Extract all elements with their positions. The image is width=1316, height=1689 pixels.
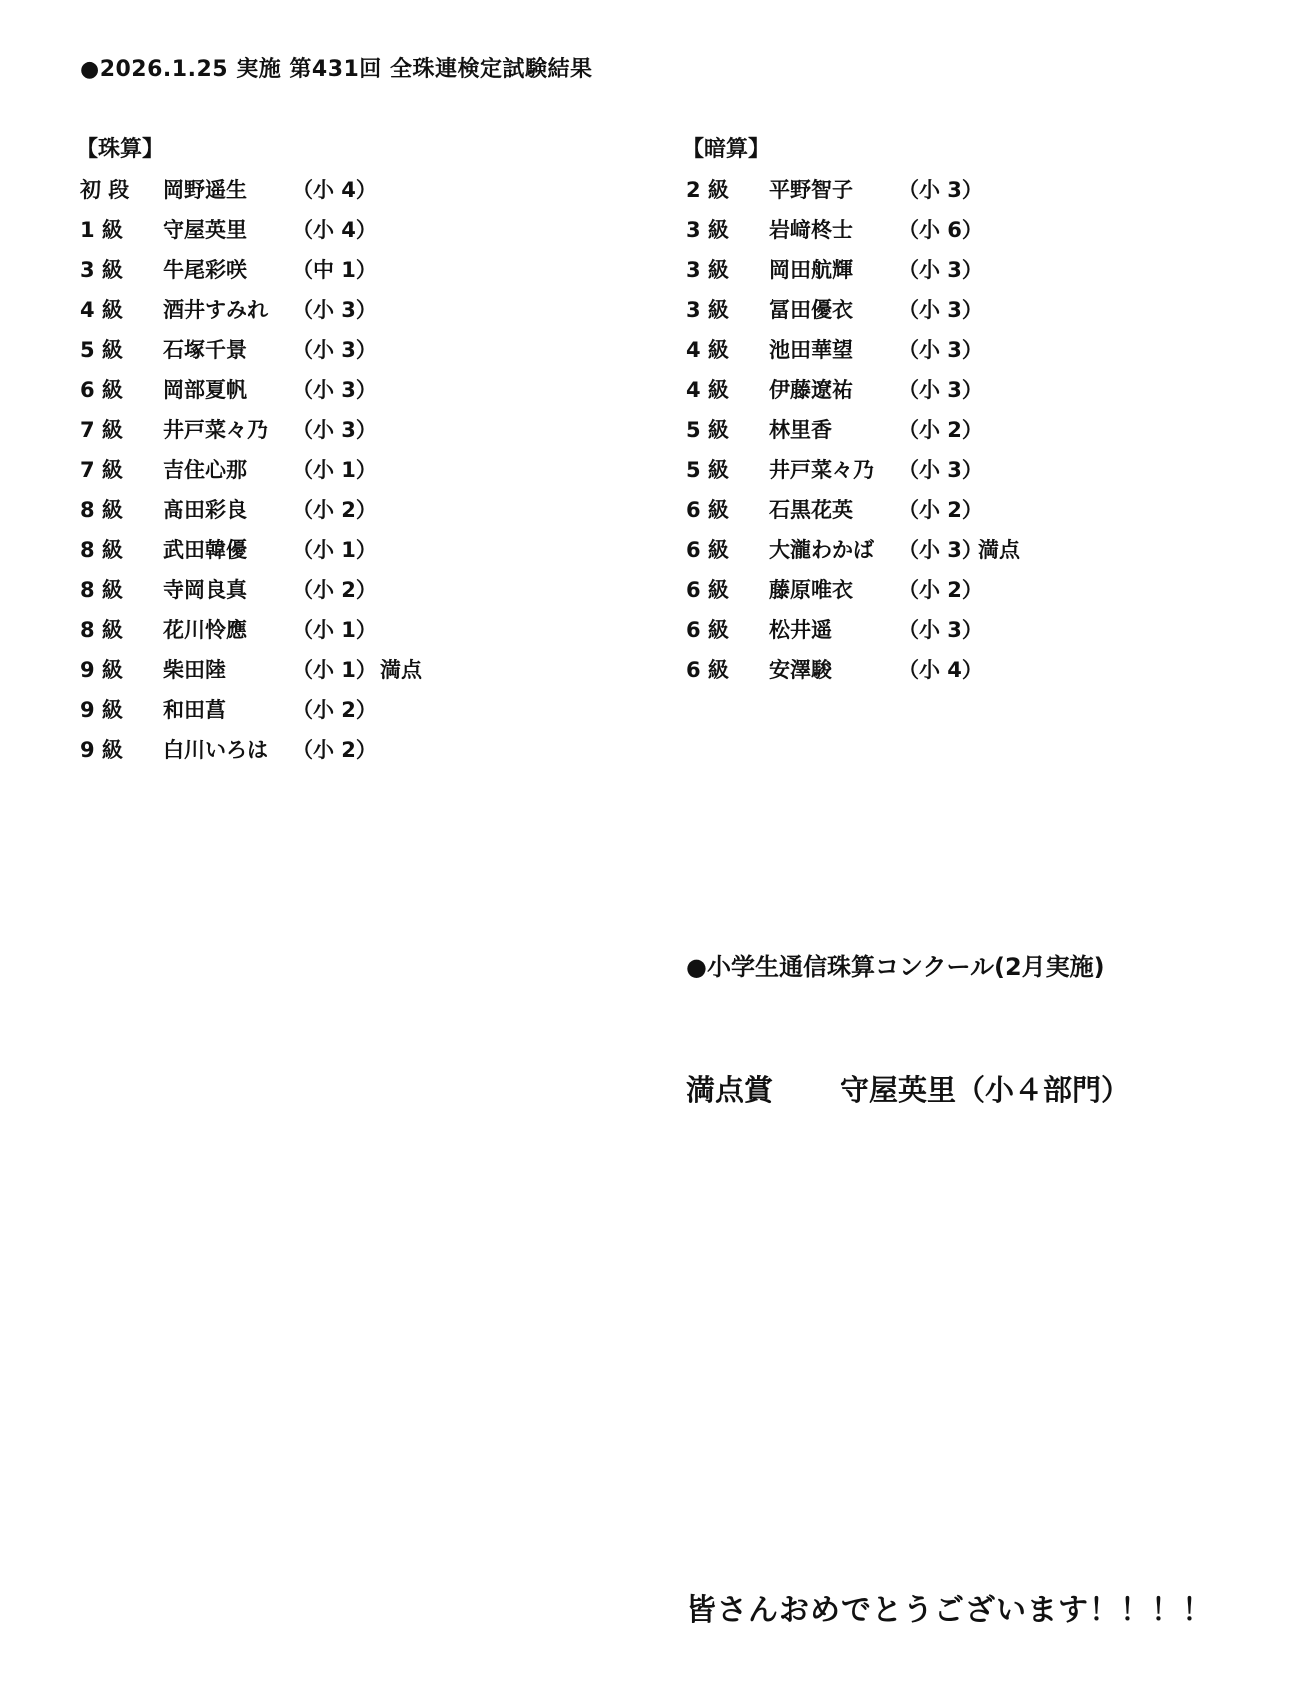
- result-row: [686, 170, 983, 210]
- result-school: （小 6）: [898, 218, 983, 242]
- result-grade: 6 級: [686, 538, 729, 562]
- result-grade: 7 級: [80, 458, 123, 482]
- result-row: [686, 530, 1020, 570]
- soroban-heading: 【珠算】: [76, 137, 165, 162]
- result-grade: 4 級: [686, 338, 729, 362]
- result-row: [80, 370, 377, 410]
- result-grade: 4 級: [686, 378, 729, 402]
- result-row: [80, 690, 377, 730]
- result-grade: 6 級: [686, 498, 729, 522]
- result-name: 井戸菜々乃: [163, 418, 268, 442]
- result-row: [80, 490, 377, 530]
- result-school: （小 4）: [292, 218, 377, 242]
- result-grade: 3 級: [686, 218, 729, 242]
- result-row: [686, 490, 983, 530]
- result-school: （小 3）: [292, 378, 377, 402]
- result-grade: 5 級: [80, 338, 123, 362]
- result-school: （小 3）: [898, 178, 983, 202]
- result-name: 岡部夏帆: [163, 378, 247, 402]
- soroban-section: [76, 130, 422, 770]
- result-grade: 初 段: [80, 178, 130, 202]
- result-grade: 2 級: [686, 178, 729, 202]
- result-row: [80, 570, 377, 610]
- result-row: [686, 370, 983, 410]
- result-row: [686, 210, 983, 250]
- result-row: [686, 250, 983, 290]
- award-label: 満点賞: [686, 1073, 774, 1107]
- result-school: （小 1）: [292, 458, 377, 482]
- result-name: 寺岡良真: [163, 578, 247, 602]
- result-note: 満点: [380, 658, 422, 682]
- result-row: [80, 330, 377, 370]
- result-name: 武田韓優: [163, 538, 247, 562]
- result-school: （小 2）: [898, 418, 983, 442]
- result-school: （小 1）: [292, 618, 377, 642]
- result-row: [686, 290, 983, 330]
- result-grade: 9 級: [80, 698, 123, 722]
- result-row: [686, 650, 983, 690]
- result-grade: 6 級: [686, 618, 729, 642]
- result-grade: 1 級: [80, 218, 123, 242]
- result-school: （小 2）: [898, 498, 983, 522]
- result-school: （小 3）: [898, 458, 983, 482]
- result-grade: 4 級: [80, 298, 123, 322]
- result-school: （小 1）: [292, 538, 377, 562]
- result-name: 牛尾彩咲: [163, 258, 247, 282]
- result-name: 石塚千景: [163, 338, 247, 362]
- result-school: （小 3）: [292, 418, 377, 442]
- result-school: （小 3）: [898, 298, 983, 322]
- result-name: 井戸菜々乃: [769, 458, 874, 482]
- result-school: （小 2）: [292, 698, 377, 722]
- result-name: 花川怜應: [163, 618, 247, 642]
- result-name: 和田菖: [163, 698, 226, 722]
- result-name: 白川いろは: [163, 738, 268, 762]
- result-school: （小 3）: [898, 538, 983, 562]
- result-grade: 8 級: [80, 538, 123, 562]
- result-school: （小 1）: [292, 658, 377, 682]
- result-grade: 9 級: [80, 738, 123, 762]
- result-grade: 5 級: [686, 418, 729, 442]
- result-grade: 9 級: [80, 658, 123, 682]
- result-school: （小 3）: [292, 338, 377, 362]
- result-name: 安澤駿: [769, 658, 832, 682]
- award-name: 守屋英里（小４部門）: [840, 1073, 1131, 1107]
- result-row: [80, 170, 377, 210]
- result-grade: 5 級: [686, 458, 729, 482]
- result-school: （小 2）: [292, 498, 377, 522]
- result-school: （小 3）: [898, 618, 983, 642]
- result-name: 岡田航輝: [769, 258, 853, 282]
- result-school: （小 3）: [898, 378, 983, 402]
- result-row: [686, 330, 983, 370]
- result-name: 藤原唯衣: [769, 578, 853, 602]
- result-name: 柴田陸: [163, 658, 226, 682]
- anzan-heading: 【暗算】: [682, 137, 771, 162]
- result-name: 林里香: [769, 418, 832, 442]
- result-grade: 8 級: [80, 618, 123, 642]
- result-grade: 3 級: [686, 298, 729, 322]
- result-row: [80, 250, 377, 290]
- result-grade: 8 級: [80, 578, 123, 602]
- result-name: 冨田優衣: [769, 298, 853, 322]
- result-school: （小 3）: [898, 258, 983, 282]
- result-row: [80, 610, 377, 650]
- result-school: （小 4）: [292, 178, 377, 202]
- result-name: 髙田彩良: [163, 498, 247, 522]
- result-row: [80, 650, 422, 690]
- result-school: （小 2）: [898, 578, 983, 602]
- document-title: ●2026.1.25 実施 第431回 全珠連検定試験結果: [80, 57, 593, 82]
- result-school: （小 2）: [292, 738, 377, 762]
- anzan-section: [682, 130, 1020, 690]
- result-name: 岡野遥生: [163, 178, 247, 202]
- congratulations-message: 皆さんおめでとうございます！！！！: [686, 1593, 1213, 1628]
- result-name: 守屋英里: [163, 218, 247, 242]
- result-name: 松井遥: [769, 618, 832, 642]
- result-row: [686, 410, 983, 450]
- result-grade: 8 級: [80, 498, 123, 522]
- result-row: [80, 730, 377, 770]
- result-school: （小 4）: [898, 658, 983, 682]
- soroban-list: [80, 170, 422, 770]
- result-school: （小 2）: [292, 578, 377, 602]
- result-row: [686, 610, 983, 650]
- result-grade: 6 級: [80, 378, 123, 402]
- result-name: 酒井すみれ: [163, 298, 268, 322]
- result-name: 伊藤遼祐: [769, 378, 853, 402]
- result-grade: 3 級: [80, 258, 123, 282]
- result-school: （小 3）: [898, 338, 983, 362]
- result-name: 岩﨑柊士: [769, 218, 853, 242]
- result-row: [686, 450, 983, 490]
- result-name: 大瀧わかば: [769, 538, 874, 562]
- contest-title: ●小学生通信珠算コンクール(2月実施): [686, 953, 1105, 981]
- result-row: [80, 410, 377, 450]
- result-row: [80, 530, 377, 570]
- anzan-list: [686, 170, 1020, 690]
- result-school: （中 1）: [292, 258, 377, 282]
- result-row: [80, 290, 377, 330]
- result-name: 平野智子: [769, 178, 853, 202]
- result-school: （小 3）: [292, 298, 377, 322]
- result-grade: 7 級: [80, 418, 123, 442]
- result-grade: 6 級: [686, 578, 729, 602]
- result-name: 石黒花英: [769, 498, 853, 522]
- result-note: 満点: [978, 538, 1020, 562]
- result-grade: 3 級: [686, 258, 729, 282]
- result-name: 池田華望: [769, 338, 853, 362]
- result-grade: 6 級: [686, 658, 729, 682]
- result-row: [80, 210, 377, 250]
- result-row: [80, 450, 377, 490]
- result-row: [686, 570, 983, 610]
- result-name: 吉住心那: [163, 458, 247, 482]
